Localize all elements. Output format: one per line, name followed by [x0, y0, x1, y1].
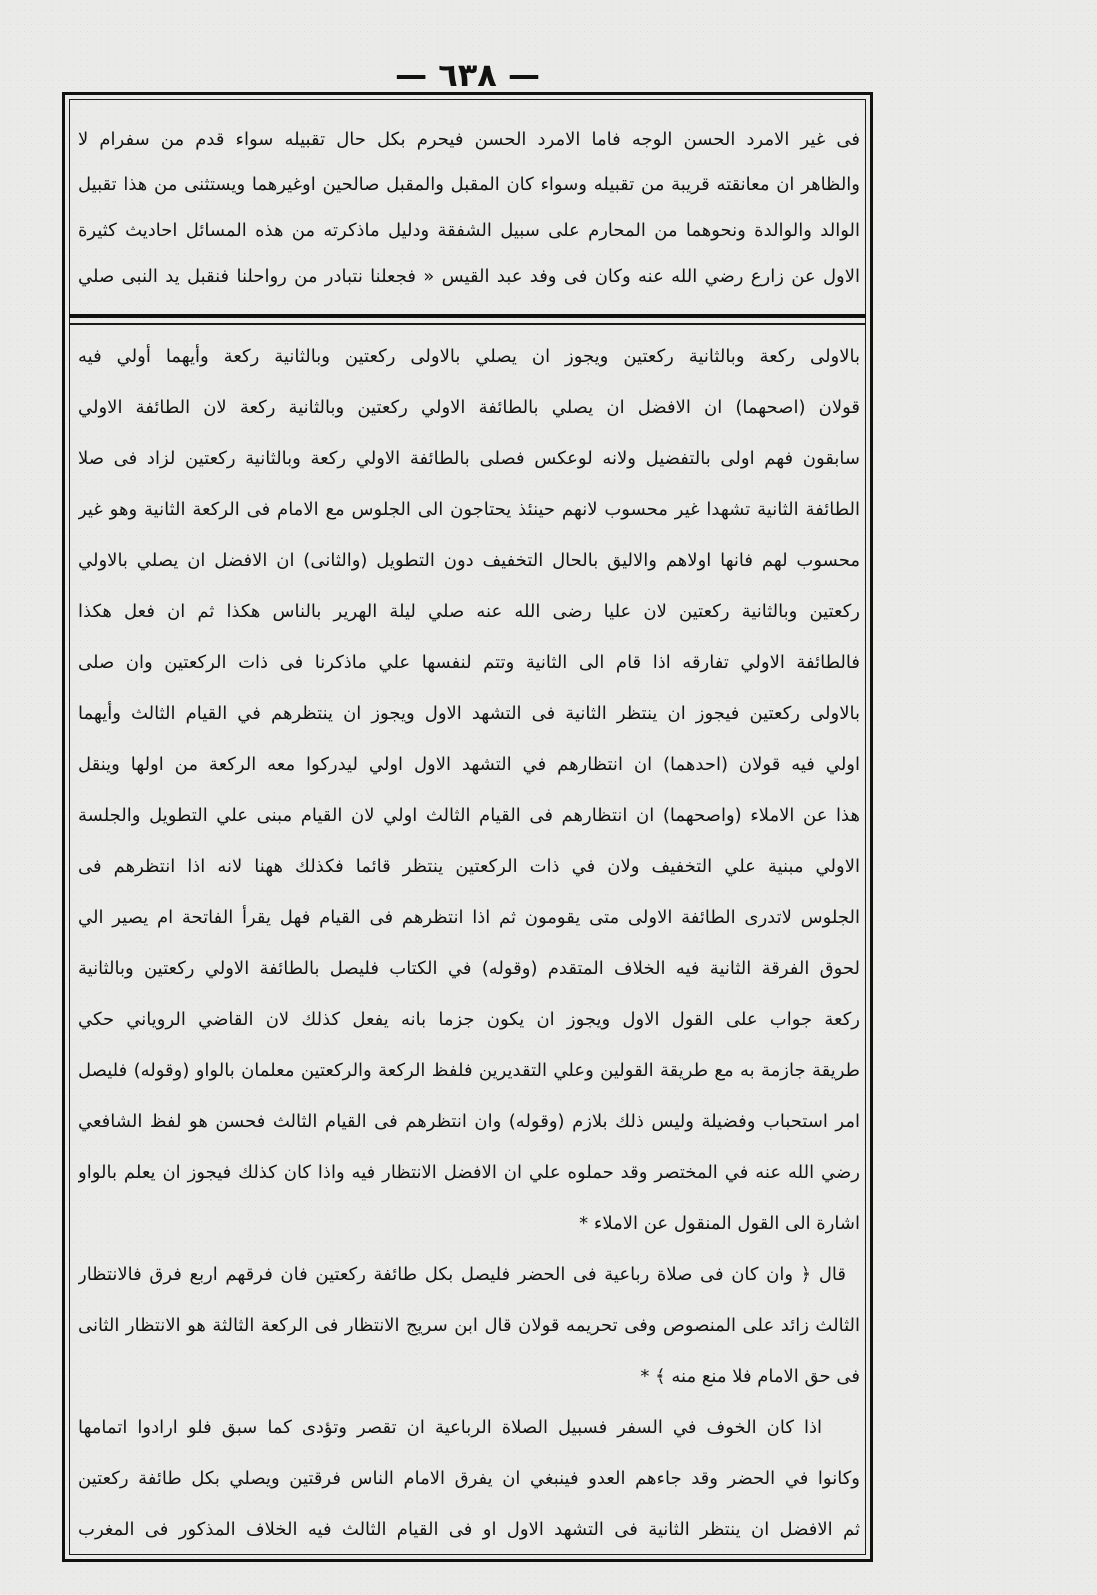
main-text-line: امر استحباب وفضيلة وليس ذلك بلازم (وقوله) وان انتظرهم فى القيام الثالث فحسن هو لفظ الشافعي — [78, 1111, 860, 1132]
main-text-line: اشارة الى القول المنقول عن الاملاء * — [579, 1213, 860, 1234]
main-text-line: بالاولى ركعة وبالثانية ركعتين ويجوز ان يصلي بالاولى ركعتين وبالثانية ركعة وأيهما أولي فيه — [78, 346, 860, 367]
main-text-line: الجلوس لاتدرى الطائفة الاولى متى يقومون ثم اذا انتظرهم فى القيام فهل يقرأ الفاتحة ام يصير الي — [78, 907, 860, 928]
matn-quote-line: فى حق الامام فلا منع منه ﴾ * — [640, 1366, 860, 1387]
section-separator-thin — [69, 323, 866, 325]
top-text-line: والظاهر ان معانقته قريبة من تقبيله وسواء كان المقبل والمقبل صالحين اوغيرهما ويستثنى من هذا تقبيل — [78, 174, 860, 195]
top-text-line: فى غير الامرد الحسن الوجه فاما الامرد الحسن فيحرم بكل حال تقبيله سواء قدم من سفرام لا — [78, 129, 860, 150]
main-text-line: فالطائفة الاولي تفارقه اذا قام الى الثانية وتتم لنفسها علي ماذكرنا فى ذات الركعتين وان صلى — [78, 652, 860, 673]
main-text-line: اولي فيه قولان (احدهما) ان انتظارهم في التشهد الاول اولي ليدركوا معه الركعة من اولها وينقل — [78, 754, 860, 775]
main-text-line: وكانوا في الحضر وقد جاءهم العدو فينبغي ان يفرق الامام الناس فرقتين ويصلي بكل طائفة ركعتين — [78, 1468, 860, 1489]
main-text-line: الطائفة الثانية تشهدا غير محسوب لانهم حينئذ يحتاجون الى الجلوس مع الامام فى الركعة الثانية وهو غير — [78, 499, 860, 520]
top-text-line: الاول عن زارع رضي الله عنه وكان فى وفد عبد القيس « فجعلنا نتبادر من رواحلنا فنقبل يد النبى صلي — [78, 266, 860, 287]
main-text-line: سابقون فهم اولى بالتفضيل ولانه لوعكس فصلى بالطائفة الاولي ركعة وبالثانية ركعتين لزاد فى صلا — [78, 448, 860, 469]
top-section — [78, 110, 860, 305]
page-number: — ٦٣٨ — — [395, 56, 540, 94]
main-text-line: ركعتين وبالثانية ركعتين لان عليا رضى الله عنه صلي ليلة الهرير بالناس هكذا ثم ان فعل هكذا — [78, 601, 860, 622]
main-text-line: هذا عن الاملاء (واصحهما) ان انتظارهم فى القيام الثالث اولي لان القيام مبنى علي التطويل والجلسة — [78, 805, 860, 826]
main-text-line: محسوب لهم فانها اولاهم والاليق بالحال التخفيف دون التطويل (والثانى) ان الافضل ان يصلي بالاولي — [78, 550, 860, 571]
main-text-line: ثم الافضل ان ينتظر الثانية فى التشهد الاول او فى القيام الثالث فيه الخلاف المذكور فى المغرب — [78, 1519, 860, 1540]
matn-quote-line: قال ﴿ وان كان فى صلاة رباعية فى الحضر فليصل بكل طائفة ركعتين فان فرقهم اربع فرق فالانتظار — [78, 1264, 846, 1285]
main-text-line: طريقة جازمة به مع طريقة القولين وعلي التقديرين فلفظ الركعة والركعتين معلمان بالواو (وقوله) فليصل — [78, 1060, 860, 1081]
main-text-line: رضي الله عنه في المختصر وقد حملوه علي ان الافضل الانتظار فيه واذا كان كذلك فيجوز ان يعلم بالواو — [78, 1162, 860, 1183]
main-text-line: ركعة جواب على القول الاول ويجوز ان يكون جزما بانه يفعل كذلك لان القاضي الروياني حكي — [78, 1009, 860, 1030]
section-separator-thick — [69, 314, 866, 318]
main-text-line: اذا كان الخوف في السفر فسبيل الصلاة الرباعية ان تقصر وتؤدى كما سبق فلو ارادوا اتمامها — [78, 1417, 822, 1438]
top-text-line: الوالد والوالدة ونحوهما من المحارم على سبيل الشفقة ودليل ماذكرته من هذه المسائل احاديث كثيرة — [78, 220, 860, 241]
main-text-line: لحوق الفرقة الثانية فيه الخلاف المتقدم (وقوله) في الكتاب فليصل بالطائفة الاولي ركعتين وبالثانية — [78, 958, 860, 979]
main-text-line: الاولي مبنية علي التخفيف ولان في ذات الركعتين ينتظر قائما فكذلك ههنا لانه اذا انتظرهم فى — [78, 856, 860, 877]
main-text-line: بالاولى ركعتين فيجوز ان ينتظر الثانية فى التشهد الاول ويجوز ان ينتظرهم في القيام الثالث وأيهما — [78, 703, 860, 724]
main-text-line: قولان (اصحهما) ان الافضل ان يصلي بالطائفة الاولي ركعتين وبالثانية ركعة لان الطائفة الاولي — [78, 397, 860, 418]
matn-quote-line: الثالث زائد على المنصوص وفى تحريمه قولان قال ابن سريج الانتظار فى الركعة الثالثة هو الانتظار الثانى — [78, 1315, 860, 1336]
main-section — [78, 330, 860, 1552]
